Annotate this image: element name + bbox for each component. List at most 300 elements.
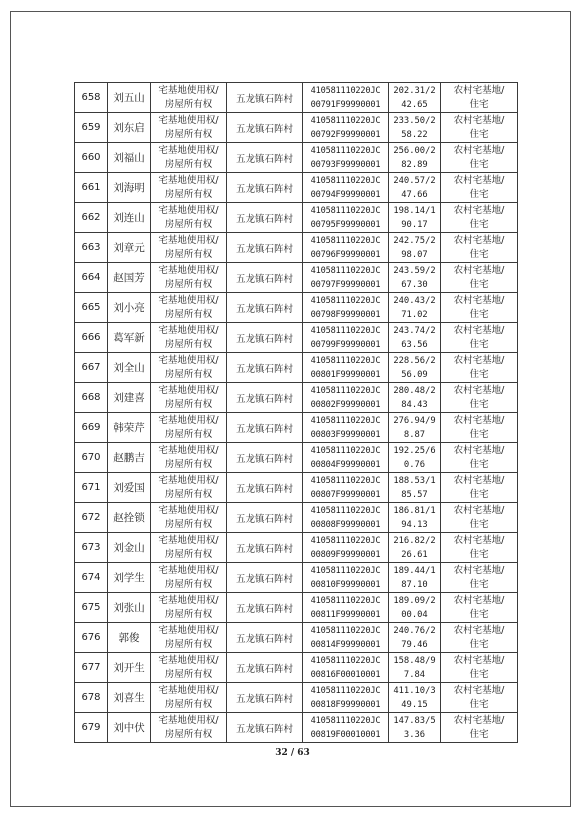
cell-line: 农村宅基地/ (453, 84, 505, 96)
land-use-cell (441, 83, 518, 113)
area-cell (389, 203, 441, 233)
area-cell (389, 113, 441, 143)
table-row (75, 653, 518, 683)
cell-line: 宅基地使用权/ (158, 624, 219, 636)
cell-line: 宅基地使用权/ (158, 474, 219, 486)
unit-code-cell (303, 443, 389, 473)
owner-name-cell: 刘五山 (108, 83, 151, 113)
cell-line: 住宅 (469, 428, 489, 440)
cell-line: 00808F99990001 (310, 519, 381, 530)
right-type-cell (151, 353, 227, 383)
unit-code-cell (303, 563, 389, 593)
right-type-cell (151, 713, 227, 743)
cell-line: 农村宅基地/ (453, 444, 505, 456)
cell-line: 00810F99990001 (310, 579, 381, 590)
cell-line: 0.76 (403, 459, 426, 470)
cell-line: 186.81/1 (393, 505, 436, 516)
land-use-cell (441, 563, 518, 593)
cell-line: 63.56 (401, 339, 428, 350)
cell-line: 房屋所有权 (164, 98, 213, 110)
owner-name-cell: 赵鹏吉 (108, 443, 151, 473)
cell-line: 192.25/6 (393, 445, 436, 456)
location-cell: 五龙镇石阵村 (227, 203, 303, 233)
table-row (75, 383, 518, 413)
table-row (75, 113, 518, 143)
cell-line: 00.04 (401, 609, 428, 620)
location-cell: 五龙镇石阵村 (227, 413, 303, 443)
location-cell: 五龙镇石阵村 (227, 443, 303, 473)
row-number-cell: 670 (75, 443, 108, 473)
area-cell (389, 263, 441, 293)
row-number-cell: 664 (75, 263, 108, 293)
cell-line: 宅基地使用权/ (158, 384, 219, 396)
cell-line: 410581110220JC (310, 85, 381, 96)
location-cell: 五龙镇石阵村 (227, 713, 303, 743)
cell-line: 农村宅基地/ (453, 684, 505, 696)
cell-line: 240.57/2 (393, 175, 436, 186)
cell-line: 280.48/2 (393, 385, 436, 396)
area-cell (389, 83, 441, 113)
location-cell: 五龙镇石阵村 (227, 173, 303, 203)
land-use-cell (441, 233, 518, 263)
cell-line: 87.10 (401, 579, 428, 590)
table-body (75, 83, 518, 743)
land-use-cell (441, 413, 518, 443)
cell-line: 410581110220JC (310, 475, 381, 486)
row-number-cell: 662 (75, 203, 108, 233)
area-cell (389, 593, 441, 623)
cell-line: 宅基地使用权/ (158, 714, 219, 726)
location-cell: 五龙镇石阵村 (227, 143, 303, 173)
cell-line: 宅基地使用权/ (158, 144, 219, 156)
cell-line: 农村宅基地/ (453, 474, 505, 486)
row-number-cell: 663 (75, 233, 108, 263)
cell-line: 住宅 (469, 458, 489, 470)
unit-code-cell (303, 203, 389, 233)
land-use-cell (441, 383, 518, 413)
cell-line: 住宅 (469, 638, 489, 650)
owner-name-cell: 赵国芳 (108, 263, 151, 293)
cell-line: 00809F99990001 (310, 549, 381, 560)
location-cell: 五龙镇石阵村 (227, 563, 303, 593)
cell-line: 00799F99990001 (310, 339, 381, 350)
cell-line: 79.46 (401, 639, 428, 650)
area-cell (389, 173, 441, 203)
cell-line: 198.14/1 (393, 205, 436, 216)
table-row (75, 413, 518, 443)
cell-line: 房屋所有权 (164, 248, 213, 260)
cell-line: 00801F99990001 (310, 369, 381, 380)
area-cell (389, 713, 441, 743)
row-number-cell: 678 (75, 683, 108, 713)
land-use-cell (441, 503, 518, 533)
cell-line: 189.44/1 (393, 565, 436, 576)
cell-line: 410581110220JC (310, 415, 381, 426)
table-row (75, 503, 518, 533)
cell-line: 216.82/2 (393, 535, 436, 546)
cell-line: 410581110220JC (310, 655, 381, 666)
owner-name-cell: 刘东启 (108, 113, 151, 143)
table-row (75, 443, 518, 473)
owner-name-cell: 刘爱国 (108, 473, 151, 503)
cell-line: 71.02 (401, 309, 428, 320)
cell-line: 房屋所有权 (164, 608, 213, 620)
cell-line: 房屋所有权 (164, 218, 213, 230)
cell-line: 农村宅基地/ (453, 294, 505, 306)
cell-line: 农村宅基地/ (453, 114, 505, 126)
unit-code-cell (303, 143, 389, 173)
owner-name-cell: 赵拴锁 (108, 503, 151, 533)
row-number-cell: 679 (75, 713, 108, 743)
cell-line: 410581110220JC (310, 115, 381, 126)
cell-line: 宅基地使用权/ (158, 264, 219, 276)
land-use-cell (441, 323, 518, 353)
table-row (75, 173, 518, 203)
cell-line: 242.75/2 (393, 235, 436, 246)
table-row (75, 533, 518, 563)
property-register-table (74, 82, 518, 743)
cell-line: 住宅 (469, 398, 489, 410)
right-type-cell (151, 113, 227, 143)
cell-line: 房屋所有权 (164, 368, 213, 380)
owner-name-cell: 刘学生 (108, 563, 151, 593)
cell-line: 宅基地使用权/ (158, 504, 219, 516)
cell-line: 410581110220JC (310, 715, 381, 726)
land-use-cell (441, 533, 518, 563)
cell-line: 农村宅基地/ (453, 534, 505, 546)
cell-line: 84.43 (401, 399, 428, 410)
cell-line: 房屋所有权 (164, 458, 213, 470)
row-number-cell: 659 (75, 113, 108, 143)
cell-line: 243.74/2 (393, 325, 436, 336)
cell-line: 房屋所有权 (164, 488, 213, 500)
cell-line: 00803F99990001 (310, 429, 381, 440)
row-number-cell: 669 (75, 413, 108, 443)
row-number-cell: 661 (75, 173, 108, 203)
row-number-cell: 658 (75, 83, 108, 113)
land-use-cell (441, 623, 518, 653)
land-use-cell (441, 203, 518, 233)
cell-line: 农村宅基地/ (453, 264, 505, 276)
row-number-cell: 671 (75, 473, 108, 503)
cell-line: 256.00/2 (393, 145, 436, 156)
location-cell: 五龙镇石阵村 (227, 323, 303, 353)
table-row (75, 203, 518, 233)
cell-line: 房屋所有权 (164, 188, 213, 200)
cell-line: 住宅 (469, 518, 489, 530)
unit-code-cell (303, 263, 389, 293)
area-cell (389, 503, 441, 533)
cell-line: 宅基地使用权/ (158, 114, 219, 126)
land-use-cell (441, 113, 518, 143)
cell-line: 410581110220JC (310, 205, 381, 216)
land-use-cell (441, 143, 518, 173)
right-type-cell (151, 533, 227, 563)
location-cell: 五龙镇石阵村 (227, 533, 303, 563)
cell-line: 农村宅基地/ (453, 564, 505, 576)
location-cell: 五龙镇石阵村 (227, 653, 303, 683)
cell-line: 00814F99990001 (310, 639, 381, 650)
cell-line: 农村宅基地/ (453, 414, 505, 426)
land-use-cell (441, 293, 518, 323)
cell-line: 00795F99990001 (310, 219, 381, 230)
cell-line: 宅基地使用权/ (158, 564, 219, 576)
cell-line: 410581110220JC (310, 625, 381, 636)
cell-line: 94.13 (401, 519, 428, 530)
table-row (75, 563, 518, 593)
cell-line: 98.07 (401, 249, 428, 260)
cell-line: 410581110220JC (310, 325, 381, 336)
cell-line: 房屋所有权 (164, 668, 213, 680)
right-type-cell (151, 623, 227, 653)
right-type-cell (151, 83, 227, 113)
owner-name-cell: 郭俊 (108, 623, 151, 653)
owner-name-cell: 葛军新 (108, 323, 151, 353)
cell-line: 宅基地使用权/ (158, 84, 219, 96)
table-row (75, 143, 518, 173)
cell-line: 26.61 (401, 549, 428, 560)
cell-line: 房屋所有权 (164, 398, 213, 410)
location-cell: 五龙镇石阵村 (227, 503, 303, 533)
row-number-cell: 660 (75, 143, 108, 173)
cell-line: 住宅 (469, 548, 489, 560)
area-cell (389, 383, 441, 413)
cell-line: 3.36 (403, 729, 426, 740)
right-type-cell (151, 683, 227, 713)
unit-code-cell (303, 503, 389, 533)
cell-line: 住宅 (469, 158, 489, 170)
area-cell (389, 623, 441, 653)
cell-line: 房屋所有权 (164, 158, 213, 170)
owner-name-cell: 刘建喜 (108, 383, 151, 413)
unit-code-cell (303, 113, 389, 143)
cell-line: 00794F99990001 (310, 189, 381, 200)
row-number-cell: 673 (75, 533, 108, 563)
cell-line: 房屋所有权 (164, 638, 213, 650)
cell-line: 房屋所有权 (164, 548, 213, 560)
cell-line: 宅基地使用权/ (158, 294, 219, 306)
cell-line: 00792F99990001 (310, 129, 381, 140)
table-row (75, 263, 518, 293)
unit-code-cell (303, 533, 389, 563)
cell-line: 住宅 (469, 218, 489, 230)
owner-name-cell: 刘海明 (108, 173, 151, 203)
row-number-cell: 676 (75, 623, 108, 653)
cell-line: 房屋所有权 (164, 278, 213, 290)
area-cell (389, 293, 441, 323)
cell-line: 67.30 (401, 279, 428, 290)
land-use-cell (441, 653, 518, 683)
cell-line: 住宅 (469, 578, 489, 590)
row-number-cell: 666 (75, 323, 108, 353)
owner-name-cell: 刘开生 (108, 653, 151, 683)
cell-line: 00816F00010001 (310, 669, 381, 680)
cell-line: 住宅 (469, 248, 489, 260)
owner-name-cell: 刘全山 (108, 353, 151, 383)
cell-line: 住宅 (469, 368, 489, 380)
owner-name-cell: 刘中伏 (108, 713, 151, 743)
cell-line: 宅基地使用权/ (158, 324, 219, 336)
cell-line: 宅基地使用权/ (158, 534, 219, 546)
location-cell: 五龙镇石阵村 (227, 233, 303, 263)
cell-line: 住宅 (469, 668, 489, 680)
land-use-cell (441, 593, 518, 623)
right-type-cell (151, 443, 227, 473)
cell-line: 住宅 (469, 488, 489, 500)
cell-line: 56.09 (401, 369, 428, 380)
location-cell: 五龙镇石阵村 (227, 593, 303, 623)
location-cell: 五龙镇石阵村 (227, 113, 303, 143)
table-row (75, 683, 518, 713)
cell-line: 宅基地使用权/ (158, 684, 219, 696)
cell-line: 农村宅基地/ (453, 624, 505, 636)
row-number-cell: 674 (75, 563, 108, 593)
cell-line: 240.43/2 (393, 295, 436, 306)
cell-line: 00797F99990001 (310, 279, 381, 290)
cell-line: 住宅 (469, 308, 489, 320)
area-cell (389, 323, 441, 353)
row-number-cell: 667 (75, 353, 108, 383)
cell-line: 410581110220JC (310, 685, 381, 696)
location-cell: 五龙镇石阵村 (227, 353, 303, 383)
cell-line: 宅基地使用权/ (158, 414, 219, 426)
cell-line: 410581110220JC (310, 385, 381, 396)
owner-name-cell: 刘连山 (108, 203, 151, 233)
cell-line: 农村宅基地/ (453, 654, 505, 666)
cell-line: 房屋所有权 (164, 698, 213, 710)
cell-line: 158.48/9 (393, 655, 436, 666)
cell-line: 189.09/2 (393, 595, 436, 606)
unit-code-cell (303, 293, 389, 323)
cell-line: 农村宅基地/ (453, 174, 505, 186)
cell-line: 房屋所有权 (164, 728, 213, 740)
cell-line: 00802F99990001 (310, 399, 381, 410)
area-cell (389, 533, 441, 563)
cell-line: 住宅 (469, 698, 489, 710)
cell-line: 85.57 (401, 489, 428, 500)
cell-line: 8.87 (403, 429, 426, 440)
land-use-cell (441, 473, 518, 503)
table-row (75, 713, 518, 743)
right-type-cell (151, 323, 227, 353)
cell-line: 410581110220JC (310, 445, 381, 456)
cell-line: 00818F99990001 (310, 699, 381, 710)
owner-name-cell: 刘章元 (108, 233, 151, 263)
owner-name-cell: 刘福山 (108, 143, 151, 173)
unit-code-cell (303, 593, 389, 623)
row-number-cell: 677 (75, 653, 108, 683)
cell-line: 410581110220JC (310, 235, 381, 246)
cell-line: 农村宅基地/ (453, 384, 505, 396)
cell-line: 243.59/2 (393, 265, 436, 276)
cell-line: 住宅 (469, 608, 489, 620)
unit-code-cell (303, 83, 389, 113)
cell-line: 宅基地使用权/ (158, 354, 219, 366)
unit-code-cell (303, 233, 389, 263)
area-cell (389, 143, 441, 173)
table-row (75, 593, 518, 623)
cell-line: 房屋所有权 (164, 308, 213, 320)
cell-line: 农村宅基地/ (453, 324, 505, 336)
cell-line: 宅基地使用权/ (158, 174, 219, 186)
table-row (75, 83, 518, 113)
row-number-cell: 672 (75, 503, 108, 533)
cell-line: 农村宅基地/ (453, 204, 505, 216)
land-use-cell (441, 443, 518, 473)
unit-code-cell (303, 713, 389, 743)
cell-line: 宅基地使用权/ (158, 234, 219, 246)
land-use-cell (441, 173, 518, 203)
land-use-cell (441, 683, 518, 713)
cell-line: 82.89 (401, 159, 428, 170)
cell-line: 7.84 (403, 669, 426, 680)
right-type-cell (151, 563, 227, 593)
cell-line: 房屋所有权 (164, 338, 213, 350)
location-cell: 五龙镇石阵村 (227, 683, 303, 713)
cell-line: 42.65 (401, 99, 428, 110)
cell-line: 410581110220JC (310, 175, 381, 186)
right-type-cell (151, 173, 227, 203)
cell-line: 410581110220JC (310, 355, 381, 366)
right-type-cell (151, 233, 227, 263)
cell-line: 47.66 (401, 189, 428, 200)
unit-code-cell (303, 653, 389, 683)
cell-line: 房屋所有权 (164, 428, 213, 440)
cell-line: 410581110220JC (310, 265, 381, 276)
cell-line: 410581110220JC (310, 565, 381, 576)
cell-line: 住宅 (469, 98, 489, 110)
cell-line: 农村宅基地/ (453, 594, 505, 606)
cell-line: 00811F99990001 (310, 609, 381, 620)
cell-line: 房屋所有权 (164, 518, 213, 530)
cell-line: 202.31/2 (393, 85, 436, 96)
cell-line: 228.56/2 (393, 355, 436, 366)
cell-line: 住宅 (469, 128, 489, 140)
cell-line: 00819F00010001 (310, 729, 381, 740)
cell-line: 00793F99990001 (310, 159, 381, 170)
table-row (75, 293, 518, 323)
owner-name-cell: 刘张山 (108, 593, 151, 623)
cell-line: 49.15 (401, 699, 428, 710)
page-number: 32 / 63 (275, 748, 310, 758)
cell-line: 住宅 (469, 338, 489, 350)
cell-line: 农村宅基地/ (453, 354, 505, 366)
cell-line: 农村宅基地/ (453, 714, 505, 726)
right-type-cell (151, 653, 227, 683)
owner-name-cell: 刘喜生 (108, 683, 151, 713)
cell-line: 410581110220JC (310, 535, 381, 546)
cell-line: 188.53/1 (393, 475, 436, 486)
cell-line: 宅基地使用权/ (158, 654, 219, 666)
cell-line: 58.22 (401, 129, 428, 140)
right-type-cell (151, 473, 227, 503)
table-row (75, 623, 518, 653)
unit-code-cell (303, 473, 389, 503)
location-cell: 五龙镇石阵村 (227, 623, 303, 653)
cell-line: 90.17 (401, 219, 428, 230)
right-type-cell (151, 503, 227, 533)
owner-name-cell: 刘金山 (108, 533, 151, 563)
location-cell: 五龙镇石阵村 (227, 83, 303, 113)
cell-line: 147.83/5 (393, 715, 436, 726)
cell-line: 00796F99990001 (310, 249, 381, 260)
area-cell (389, 443, 441, 473)
area-cell (389, 233, 441, 263)
unit-code-cell (303, 383, 389, 413)
owner-name-cell: 韩荣芹 (108, 413, 151, 443)
table-row (75, 353, 518, 383)
cell-line: 农村宅基地/ (453, 504, 505, 516)
